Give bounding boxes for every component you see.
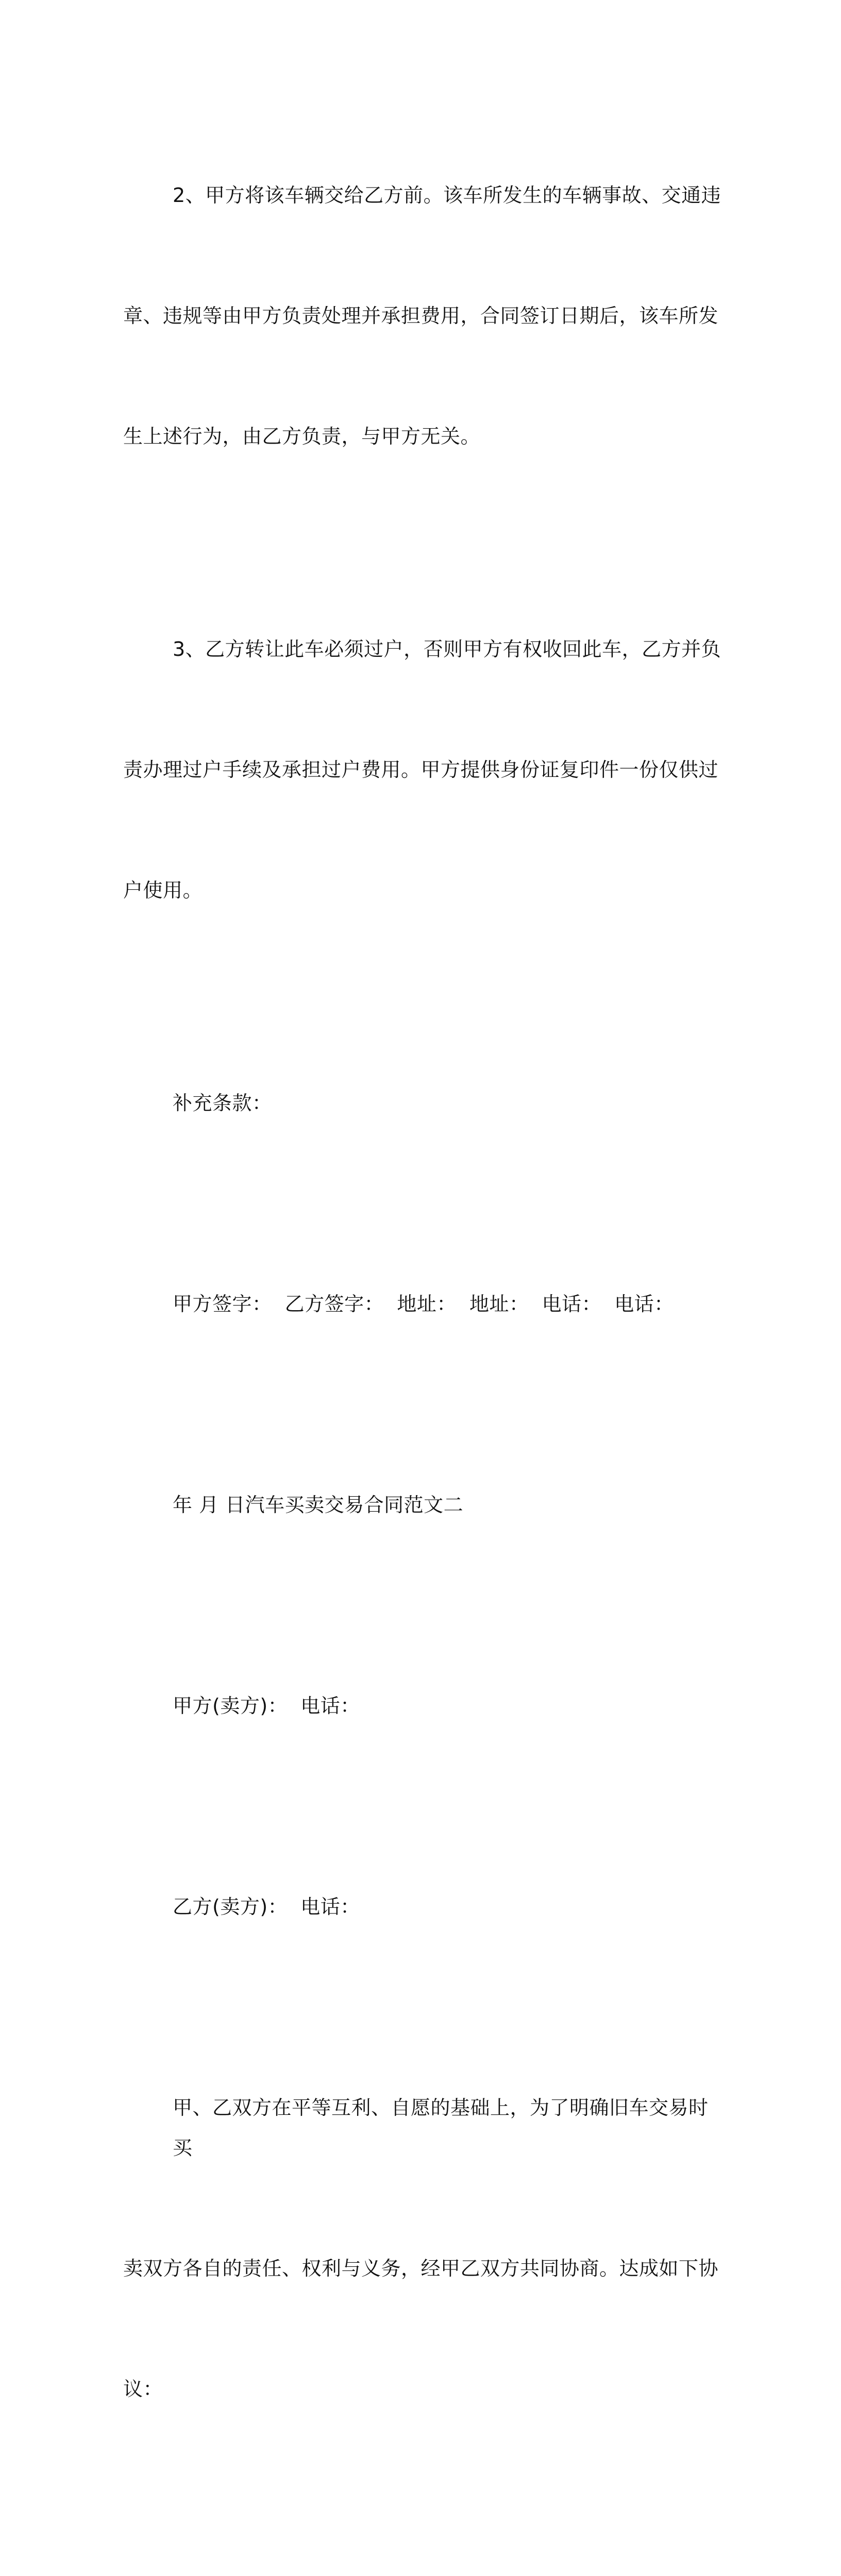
paragraph-clause-3 — [123, 549, 726, 991]
text-line: 3、乙方转让此车必须过户，否则甲方有权收回此车，乙方并负 — [173, 638, 721, 660]
text-line: 章、违规等由甲方负责处理并承担费用，合同签订日期后，该车所发 — [123, 304, 719, 327]
text-line: 责办理过户手续及承担过户费用。甲方提供身份证复印件一份仅供过 — [123, 758, 719, 781]
text-line: 甲方(卖方)： 电话： — [173, 1694, 360, 1717]
text-line: 年 月 日汽车买卖交易合同范文二 — [173, 1494, 464, 1516]
text-line: 甲方签字： 乙方签字： 地址： 地址： 电话： 电话： — [173, 1293, 674, 1315]
paragraph-article-1 — [123, 2501, 726, 2576]
document-body — [123, 95, 726, 2576]
paragraph-supplementary-terms — [123, 1003, 726, 1204]
paragraph-date-title — [123, 1404, 726, 1605]
text-line: 补充条款： — [173, 1092, 272, 1114]
paragraph-preamble — [123, 2007, 726, 2489]
text-line: 生上述行为，由乙方负责，与甲方无关。 — [123, 425, 481, 448]
text-line: 议： — [123, 2378, 163, 2400]
paragraph-party-a — [123, 1605, 726, 1806]
text-line: 卖双方各自的责任、权利与义务，经甲乙双方共同协商。达成如下协 — [123, 2257, 719, 2280]
paragraph-party-b — [123, 1806, 726, 2007]
paragraph-clause-2 — [123, 95, 726, 537]
text-line: 甲、乙双方在平等互利、自愿的基础上，为了明确旧车交易时买 — [173, 2096, 709, 2159]
text-line: 乙方(卖方)： 电话： — [173, 1895, 360, 1918]
text-line: 户使用。 — [123, 879, 203, 902]
text-line: 2、甲方将该车辆交给乙方前。该车所发生的车辆事故、交通违 — [173, 184, 721, 207]
paragraph-signatures — [123, 1204, 726, 1404]
